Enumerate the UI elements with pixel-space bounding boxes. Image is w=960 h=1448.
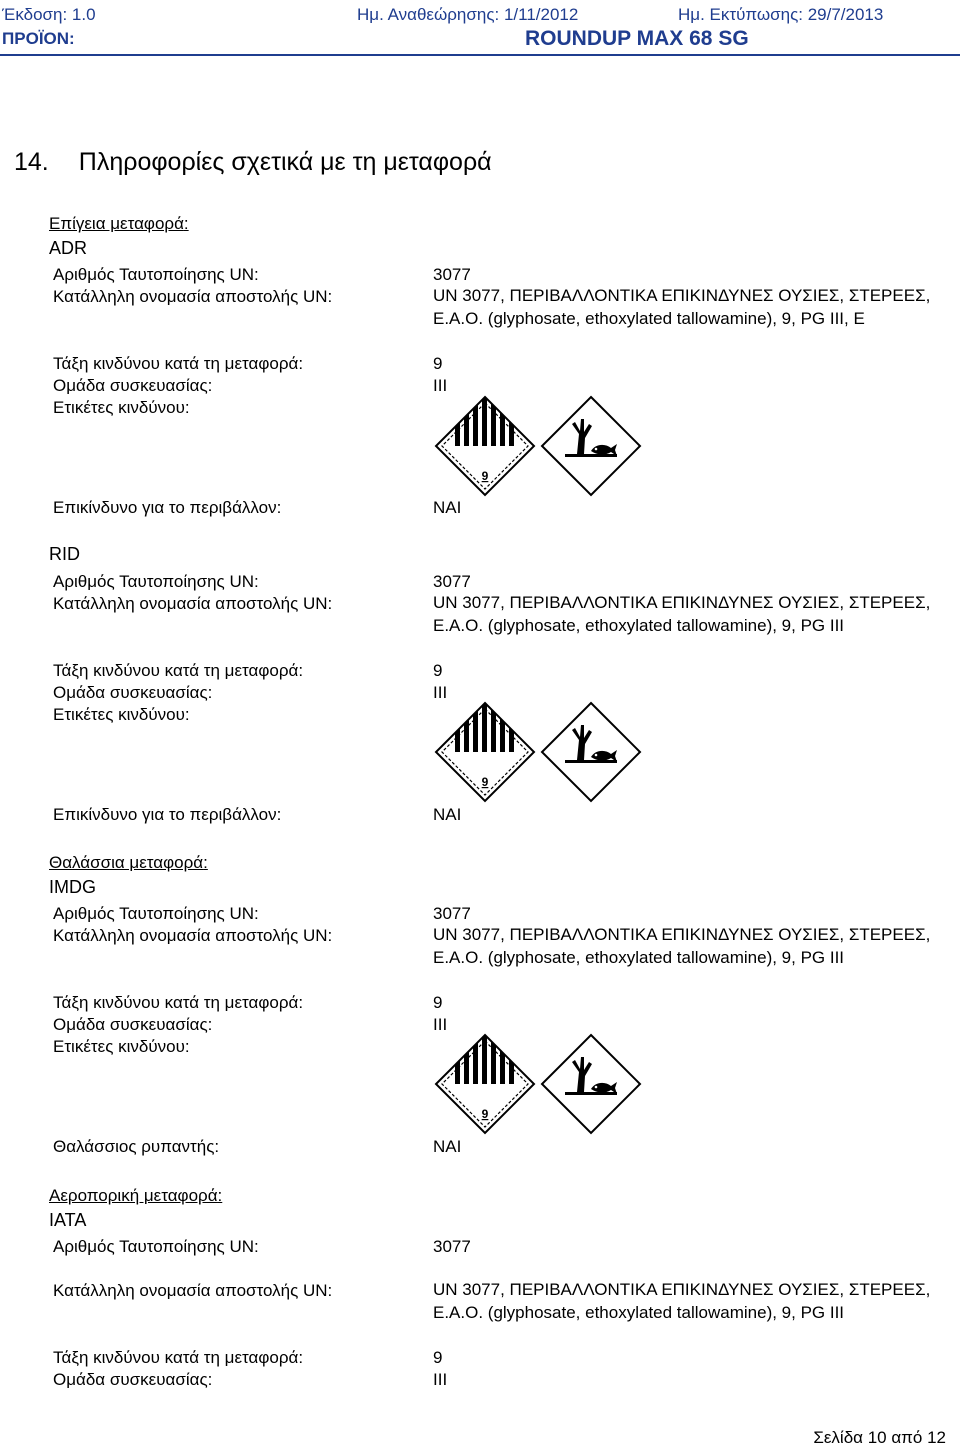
adr-un-number: 3077 xyxy=(433,265,471,284)
iata-heading: IATA xyxy=(49,1210,87,1230)
imdg-hazard-class-label: Τάξη κινδύνου κατά τη μεταφορά: xyxy=(53,993,304,1012)
product-header xyxy=(0,27,960,53)
imdg-shipping-name: UN 3077, ΠΕΡΙΒΑΛΛΟΝΤΙΚΑ ΕΠΙΚΙΝΔΥΝΕΣ ΟΥΣΙΕΣ, ΣΤΕΡΕΕΣ, Ε.Α.Ο. (glyphosate, ethoxylated tallowamine), 9, PG III xyxy=(433,925,931,967)
iata-shipping-name-label: Κατάλληλη ονομασία αποστολής UN: xyxy=(53,1281,333,1300)
iata-hazard-class-label: Τάξη κινδύνου κατά τη μεταφορά: xyxy=(53,1348,304,1367)
imdg-heading: IMDG xyxy=(49,877,96,897)
class-9-hazard-icon xyxy=(433,700,537,804)
adr-un-number-label: Αριθμός Ταυτοποίησης UN: xyxy=(53,265,259,284)
header-divider xyxy=(0,54,960,56)
adr-packing-group-label: Ομάδα συσκευασίας: xyxy=(53,376,213,395)
rid-un-number-label: Αριθμός Ταυτοποίησης UN: xyxy=(53,572,259,591)
imdg-un-number: 3077 xyxy=(433,904,471,923)
imdg-labels-label: Ετικέτες κινδύνου: xyxy=(53,1037,190,1056)
iata-un-number-label: Αριθμός Ταυτοποίησης UN: xyxy=(53,1237,259,1256)
adr-packing-group: III xyxy=(433,376,448,395)
iata-packing-group-label: Ομάδα συσκευασίας: xyxy=(53,1370,213,1389)
class-9-hazard-icon xyxy=(433,1032,537,1136)
rid-packing-group-label: Ομάδα συσκευασίας: xyxy=(53,683,213,702)
imdg-packing-group-label: Ομάδα συσκευασίας: xyxy=(53,1015,213,1034)
iata-packing-group: III xyxy=(433,1370,448,1389)
imdg-marine-pollutant-label: Θαλάσσιος ρυπαντής: xyxy=(53,1137,220,1156)
adr-env-label: Επικίνδυνο για το περιβάλλον: xyxy=(53,498,282,517)
print-date: Ημ. Εκτύπωσης: 29/7/2013 xyxy=(678,5,884,24)
air-transport-heading: Αεροπορική μεταφορά: xyxy=(49,1186,223,1205)
environment-hazard-icon xyxy=(539,700,643,804)
environment-hazard-icon xyxy=(539,394,643,498)
document-header xyxy=(0,5,960,27)
rid-hazard-class: 9 xyxy=(433,661,443,680)
product-name: ROUNDUP MAX 68 SG xyxy=(525,27,749,50)
imdg-marine-pollutant: ΝΑΙ xyxy=(433,1137,462,1156)
adr-shipping-name: UN 3077, ΠΕΡΙΒΑΛΛΟΝΤΙΚΑ ΕΠΙΚΙΝΔΥΝΕΣ ΟΥΣΙΕΣ, ΣΤΕΡΕΕΣ, Ε.Α.Ο. (glyphosate, ethoxylated tallowamine), 9, PG III, E xyxy=(433,286,931,328)
land-transport-heading: Επίγεια μεταφορά: xyxy=(49,214,189,233)
environment-hazard-icon xyxy=(539,1032,643,1136)
iata-shipping-name: UN 3077, ΠΕΡΙΒΑΛΛΟΝΤΙΚΑ ΕΠΙΚΙΝΔΥΝΕΣ ΟΥΣΙΕΣ, ΣΤΕΡΕΕΣ, Ε.Α.Ο. (glyphosate, ethoxylated tallowamine), 9, PG III xyxy=(433,1280,931,1322)
page-number: Σελίδα 10 από 12 xyxy=(813,1428,946,1447)
adr-heading: ADR xyxy=(49,238,88,258)
rid-packing-group: III xyxy=(433,683,448,702)
iata-un-number: 3077 xyxy=(433,1237,471,1256)
imdg-hazard-pictograms xyxy=(433,1032,649,1136)
adr-env-value: ΝΑΙ xyxy=(433,498,462,517)
adr-hazard-pictograms xyxy=(433,394,649,498)
rid-un-number: 3077 xyxy=(433,572,471,591)
rid-hazard-class-label: Τάξη κινδύνου κατά τη μεταφορά: xyxy=(53,661,304,680)
rid-heading: RID xyxy=(49,544,80,564)
adr-shipping-name-label: Κατάλληλη ονομασία αποστολής UN: xyxy=(53,287,333,306)
section-title xyxy=(14,148,492,177)
rid-shipping-name-label: Κατάλληλη ονομασία αποστολής UN: xyxy=(53,594,333,613)
product-label: ΠΡΟΪΟΝ: xyxy=(2,29,75,48)
imdg-packing-group: III xyxy=(433,1015,448,1034)
imdg-hazard-class: 9 xyxy=(433,993,443,1012)
imdg-un-number-label: Αριθμός Ταυτοποίησης UN: xyxy=(53,904,259,923)
revision-date: Ημ. Αναθεώρησης: 1/11/2012 xyxy=(357,5,579,24)
edition: Έκδοση: 1.0 xyxy=(2,5,96,24)
section-heading: Πληροφορίες σχετικά με τη μεταφορά xyxy=(78,148,492,176)
adr-labels-label: Ετικέτες κινδύνου: xyxy=(53,398,190,417)
adr-hazard-class-label: Τάξη κινδύνου κατά τη μεταφορά: xyxy=(53,354,304,373)
rid-env-label: Επικίνδυνο για το περιβάλλον: xyxy=(53,805,282,824)
class-9-hazard-icon xyxy=(433,394,537,498)
imdg-shipping-name-label: Κατάλληλη ονομασία αποστολής UN: xyxy=(53,926,333,945)
iata-hazard-class: 9 xyxy=(433,1348,443,1367)
rid-shipping-name: UN 3077, ΠΕΡΙΒΑΛΛΟΝΤΙΚΑ ΕΠΙΚΙΝΔΥΝΕΣ ΟΥΣΙΕΣ, ΣΤΕΡΕΕΣ, Ε.Α.Ο. (glyphosate, ethoxylated tallowamine), 9, PG III xyxy=(433,593,931,635)
rid-labels-label: Ετικέτες κινδύνου: xyxy=(53,705,190,724)
sea-transport-heading: Θαλάσσια μεταφορά: xyxy=(49,853,208,872)
rid-env-value: ΝΑΙ xyxy=(433,805,462,824)
adr-hazard-class: 9 xyxy=(433,354,443,373)
rid-hazard-pictograms xyxy=(433,700,649,804)
section-number: 14. xyxy=(14,148,49,176)
